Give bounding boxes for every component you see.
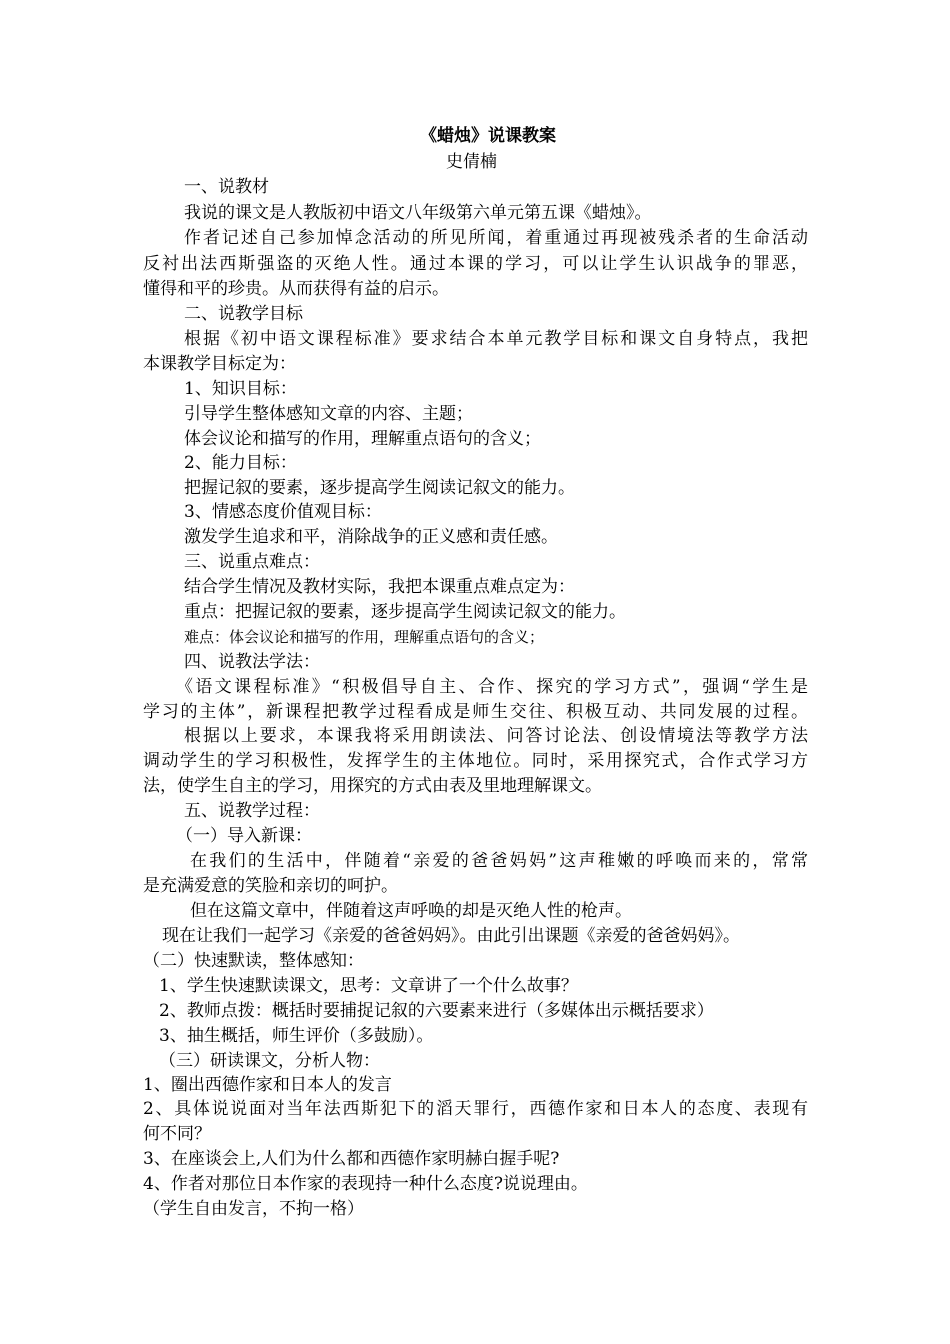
list-item: 1、圈出西德作家和日本人的发言 (143, 1075, 392, 1095)
list-item: 何不同？ (143, 1124, 211, 1144)
section-heading: 四、说教法学法： (184, 652, 320, 672)
list-item: 2、教师点拨：概括时要捕捉记叙的六要素来进行（多媒体出示概括要求） (159, 1001, 714, 1021)
document-title: 《蜡烛》说课教案 (420, 126, 556, 146)
paragraph-line: 我说的课文是人教版初中语文八年级第六单元第五课《蜡烛》。 (184, 203, 652, 223)
paragraph-line: 根据《初中语文课程标准》要求结合本单元教学目标和课文自身特点，我把 (184, 329, 808, 349)
paragraph-line: 《语文课程标准》“积极倡导自主、合作、探究的学习方式”，强调“学生是 (176, 677, 808, 697)
paragraph-line: 体会议论和描写的作用，理解重点语句的含义； (184, 429, 541, 449)
paragraph-line: 作者记述自己参加悼念活动的所见所闻，着重通过再现被残杀者的生命活动 (184, 228, 808, 248)
paragraph-line: 根据以上要求，本课我将采用朗读法、问答讨论法、创设情境法等教学方法 (184, 726, 808, 746)
paragraph-line: 学习的主体”，新课程把教学过程看成是师生交往、积极互动、共同发展的过程。 (143, 702, 808, 722)
list-item: 4、作者对那位日本作家的表现持一种什么态度?说说理由。 (143, 1174, 588, 1194)
paragraph-line: （学生自由发言，不拘一格） (143, 1199, 364, 1219)
paragraph-line: 反衬出法西斯强盗的灭绝人性。通过本课的学习，可以让学生认识战争的罪恶， (143, 254, 808, 274)
paragraph-line: 是充满爱意的笑脸和亲切的呵护。 (143, 876, 398, 896)
section-heading: 三、说重点难点： (184, 552, 320, 572)
paragraph-line: 把握记叙的要素，逐步提高学生阅读记叙文的能力。 (184, 478, 575, 498)
paragraph-line: 激发学生追求和平，消除战争的正义感和责任感。 (184, 527, 558, 547)
paragraph-line: 但在这篇文章中，伴随着这声呼唤的却是灭绝人性的枪声。 (190, 901, 632, 921)
subsection-heading: （二）快速默读，整体感知： (143, 951, 364, 971)
subsection-heading: 3、情感态度价值观目标： (184, 502, 382, 522)
subsection-heading: 1、知识目标： (184, 379, 297, 399)
list-item: 3、抽生概括，师生评价（多鼓励）。 (159, 1026, 434, 1046)
subsection-heading: （一）导入新课： (176, 826, 312, 846)
section-heading: 一、说教材 (184, 177, 269, 197)
subsection-heading: （三）研读课文，分析人物： (159, 1051, 380, 1071)
paragraph-line: 调动学生的学习积极性，发挥学生的主体地位。同时，采用探究式，合作式学习方 (143, 751, 808, 771)
paragraph-line: 本课教学目标定为： (143, 354, 296, 374)
paragraph-line: 引导学生整体感知文章的内容、主题； (184, 404, 473, 424)
paragraph-line: 懂得和平的珍贵。从而获得有益的启示。 (143, 279, 449, 299)
paragraph-line: 结合学生情况及教材实际，我把本课重点难点定为： (184, 577, 575, 597)
document-author: 史倩楠 (446, 152, 497, 172)
list-item: 1、学生快速默读课文，思考：文章讲了一个什么故事？ (159, 976, 578, 996)
list-item: 3、在座谈会上,人们为什么都和西德作家明赫白握手呢? (143, 1149, 560, 1169)
subsection-heading: 2、能力目标： (184, 453, 297, 473)
paragraph-line: 重点：把握记叙的要素，逐步提高学生阅读记叙文的能力。 (184, 602, 626, 622)
paragraph-line: 在我们的生活中，伴随着“亲爱的爸爸妈妈”这声稚嫩的呼唤而来的，常常 (190, 851, 808, 871)
section-heading: 五、说教学过程： (184, 801, 320, 821)
section-heading: 二、说教学目标 (184, 304, 303, 324)
paragraph-line: 难点：体会议论和描写的作用，理解重点语句的含义； (184, 628, 545, 646)
paragraph-line: 法，使学生自主的学习，用探究的方式由表及里地理解课文。 (143, 776, 602, 796)
list-item: 2、具体说说面对当年法西斯犯下的滔天罪行，西德作家和日本人的态度、表现有 (143, 1099, 808, 1119)
paragraph-line: 现在让我们一起学习《亲爱的爸爸妈妈》。由此引出课题《亲爱的爸爸妈妈》。 (162, 926, 740, 946)
